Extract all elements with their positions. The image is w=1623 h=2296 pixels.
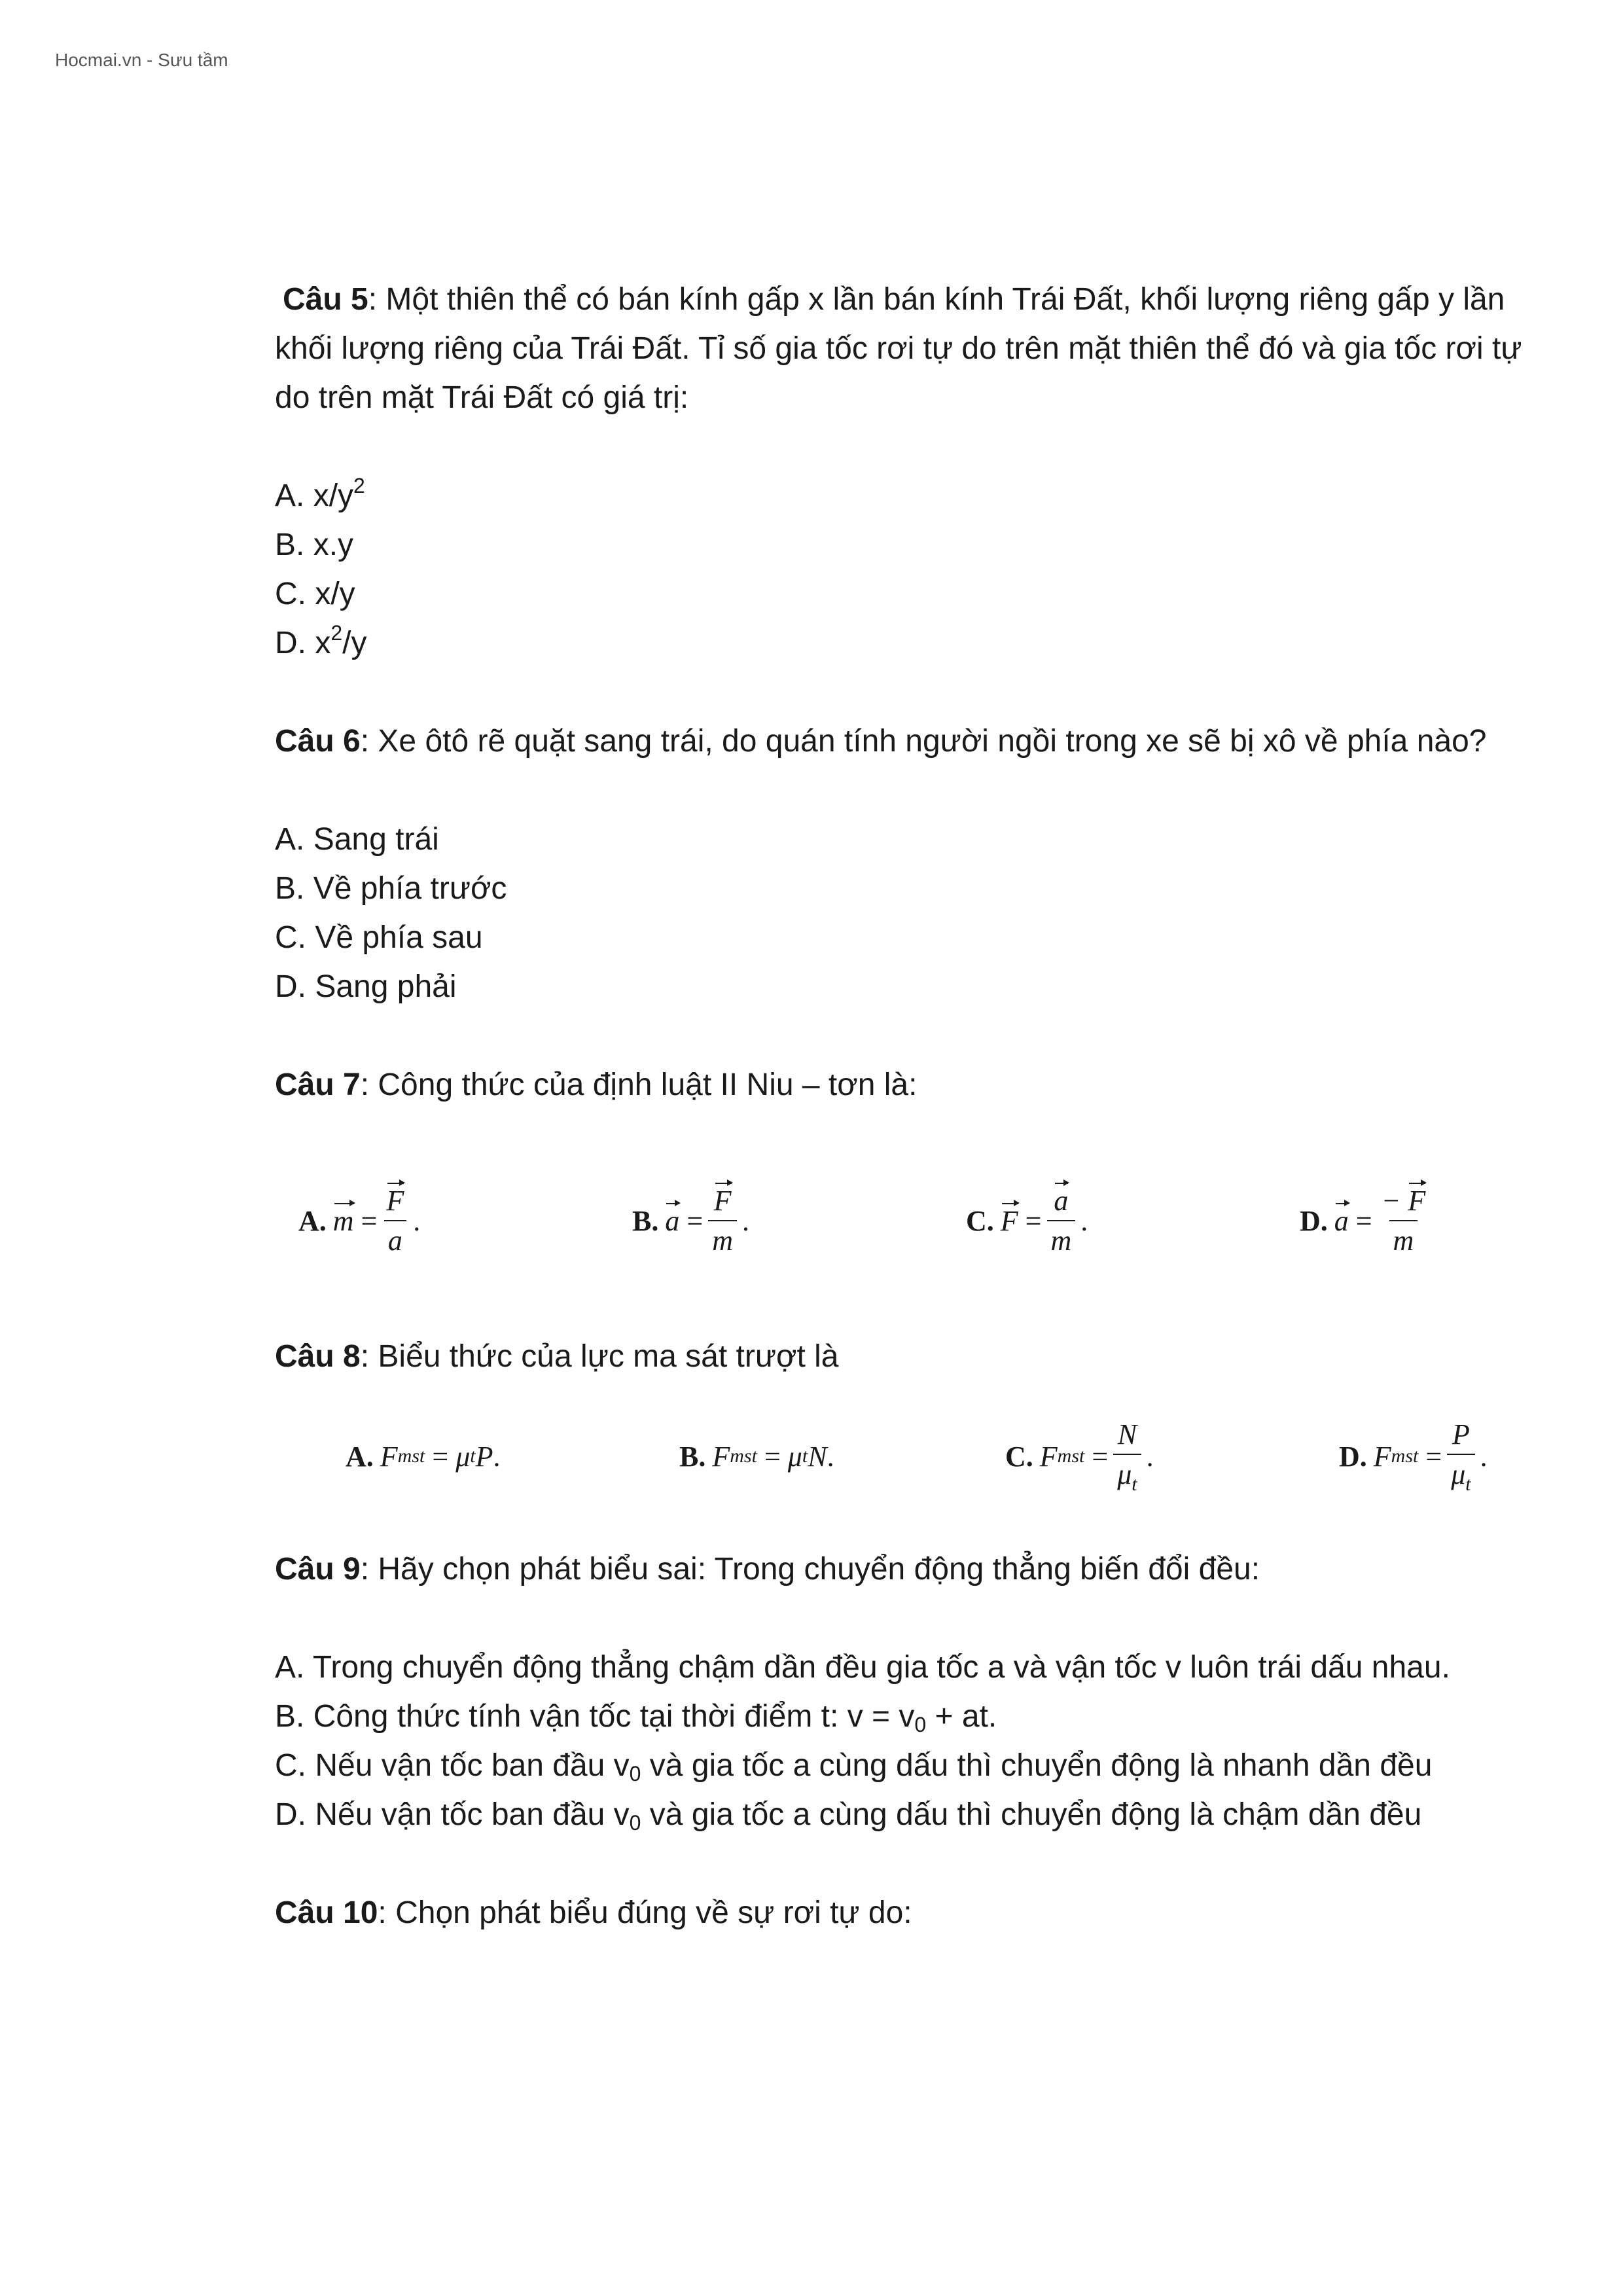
q9-option-a: A. Trong chuyển động thẳng chậm dần đều gia tốc a và vận tốc v luôn trái dấu nhau. bbox=[275, 1650, 1450, 1685]
q6-option-b: B. Về phía trước bbox=[275, 871, 507, 906]
question-8-label: Câu 8 bbox=[275, 1339, 361, 1374]
page-header: Hocmai.vn - Sưu tầm bbox=[55, 50, 228, 70]
question-9 bbox=[275, 1545, 1558, 1594]
q9-option-d: D. Nếu vận tốc ban đầu $v_0$ và gia tốc a cùng dấu thì chuyển động là chậm dần đều bbox=[275, 1797, 1422, 1835]
q8-formula-b: B. F mst = μ t N . bbox=[679, 1440, 834, 1473]
q7-formula-d: D. a = $\frac{- F}{m}$ bbox=[1300, 1185, 1426, 1257]
question-5-label: Câu 5 bbox=[283, 282, 368, 317]
q6-option-a: A. Sang trái bbox=[275, 822, 439, 857]
q5-option-d: D. $x^2/y$ bbox=[275, 621, 367, 660]
document-body bbox=[275, 275, 1558, 1937]
q8-formula-c: C. F mst = $\frac{N}{\mu_t}$ . bbox=[1005, 1418, 1154, 1495]
q7-formula-c: C. F = $\frac{a}{m}$ . bbox=[966, 1185, 1088, 1257]
q8-formula-row bbox=[275, 1401, 1558, 1512]
q8-formula-a: A. F mst = μ t P . bbox=[346, 1440, 501, 1473]
question-7-label: Câu 7 bbox=[275, 1067, 361, 1102]
q5-option-c: C. x/y bbox=[275, 577, 355, 611]
q7-formula-row bbox=[275, 1162, 1558, 1280]
q6-option-d: D. Sang phải bbox=[275, 969, 457, 1004]
question-7-text: : Công thức của định luật II Niu – tơn là: bbox=[360, 1067, 918, 1102]
q7-formula-a: A. m = $\frac{F}{a}$ . bbox=[298, 1185, 421, 1257]
question-6-label: Câu 6 bbox=[275, 724, 361, 759]
q9-option-b: B. Công thức tính vận tốc tại thời điểm t: $v = v_0$ + at. bbox=[275, 1699, 997, 1736]
question-7 bbox=[275, 1060, 1558, 1109]
question-10 bbox=[275, 1888, 1558, 1937]
question-10-label: Câu 10 bbox=[275, 1895, 378, 1930]
question-6-text: : Xe ôtô rẽ quặt sang trái, do quán tính người ngồi trong xe sẽ bị xô về phía nào? bbox=[360, 724, 1487, 759]
q9-option-c: C. Nếu vận tốc ban đầu $v_0$ và gia tốc a cùng dấu thì chuyển động là nhanh dần đều bbox=[275, 1748, 1433, 1785]
question-5-text: : Một thiên thể có bán kính gấp x lần bán kính Trái Đất, khối lượng riêng gấp y lần khối lượng riêng của Trái Đất. Tỉ số gia tốc rơi tự do trên mặt thiên thể đó và gia tốc rơi tự do trên mặt Trái Đất có giá trị: bbox=[275, 282, 1522, 415]
q5-option-a: A. $x/y^2$ bbox=[275, 474, 365, 513]
q6-option-c: C. Về phía sau bbox=[275, 920, 483, 955]
question-9-text: : Hãy chọn phát biểu sai: Trong chuyển động thẳng biến đổi đều: bbox=[360, 1552, 1260, 1587]
q5-option-b: B. x.y bbox=[275, 528, 354, 562]
q7-formula-b: B. a = $\frac{F}{m}$ . bbox=[632, 1185, 749, 1257]
question-5 bbox=[275, 275, 1558, 422]
question-6 bbox=[275, 717, 1558, 766]
q8-formula-d: D. F mst = $\frac{P}{\mu_t}$ . bbox=[1339, 1418, 1488, 1495]
question-9-label: Câu 9 bbox=[275, 1552, 361, 1587]
question-8 bbox=[275, 1332, 1558, 1381]
question-10-text: : Chọn phát biểu đúng về sự rơi tự do: bbox=[378, 1895, 912, 1930]
question-8-text: : Biểu thức của lực ma sát trượt là bbox=[360, 1339, 839, 1374]
